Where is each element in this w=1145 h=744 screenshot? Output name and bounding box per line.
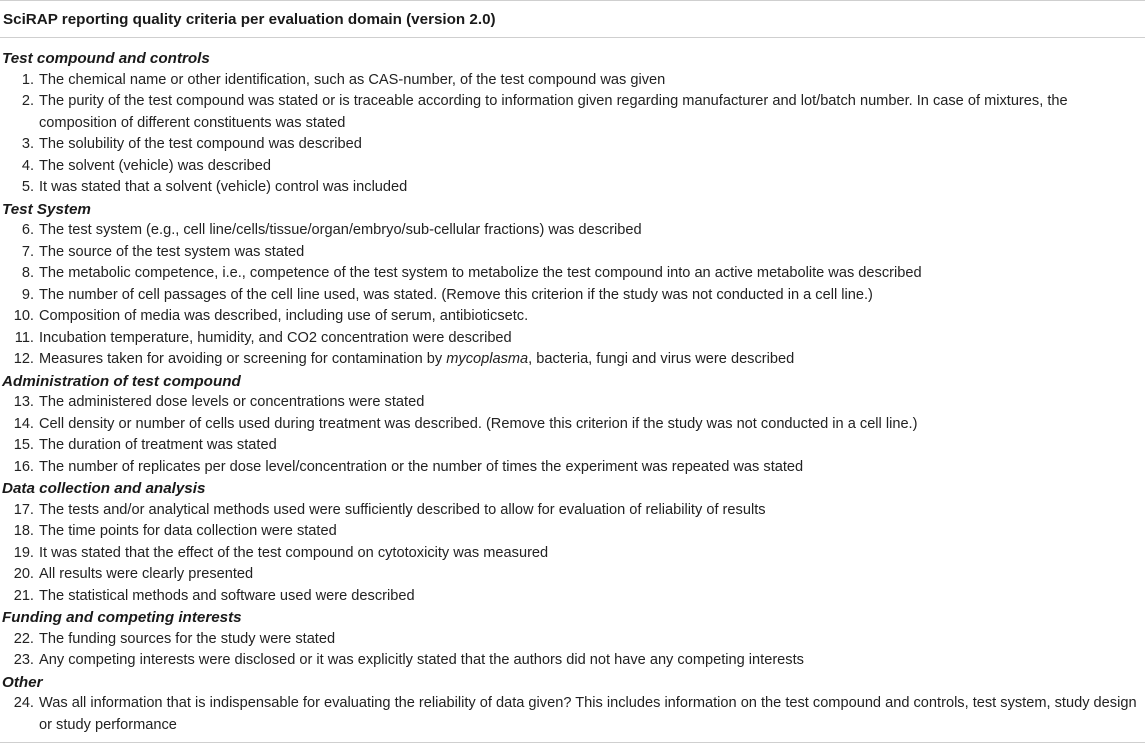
criterion-row (0, 70, 1145, 92)
criterion-text: All results were clearly presented (39, 566, 254, 582)
criterion-text: The number of cell passages of the cell line used, was stated. (Remove this criterion if the study was not conducted in a cell line.) (39, 286, 873, 303)
criterion-row (0, 500, 1145, 522)
criterion-row (0, 693, 1145, 736)
criterion-row (0, 285, 1145, 307)
criterion-text: The test system (e.g., cell line/cells/tissue/organ/embryo/sub-cellular fractions) was described (39, 222, 642, 238)
section-heading: Test compound and controls (2, 50, 210, 67)
criterion-text: Composition of media was described, including use of serum, antibioticsetc. (39, 308, 529, 324)
criterion-number: 11. (14, 329, 34, 346)
criterion-number: 20. (13, 566, 34, 582)
criterion-row (0, 564, 1145, 586)
criterion-row (0, 586, 1145, 608)
criterion-text: It was stated that a solvent (vehicle) control was included (39, 179, 408, 195)
criterion-number: 12. (13, 351, 34, 367)
criterion-row (0, 543, 1145, 565)
criterion-number: 13. (13, 394, 34, 410)
criterion-text: The tests and/or analytical methods used were sufficiently described to allow for evaluation of reliability of results (39, 501, 766, 518)
criterion-text: The chemical name or other identification, such as CAS-number, of the test compound was given (39, 71, 666, 88)
criterion-row (0, 521, 1145, 543)
criterion-row (0, 629, 1145, 651)
criterion-row (0, 306, 1145, 328)
table-title: SciRAP reporting quality criteria per evaluation domain (version 2.0) (0, 0, 1145, 38)
criterion-number: 15. (13, 437, 34, 453)
criterion-text (39, 349, 1145, 371)
criterion-number: 22. (13, 630, 34, 647)
criterion-text: The duration of treatment was stated (39, 437, 277, 453)
criterion-number: 4. (21, 157, 34, 174)
criterion-text: Cell density or number of cells used during treatment was described. (Remove this criterion if the study was not conducted in a cell line.) (39, 415, 918, 432)
criterion-text: The statistical methods and software used were described (39, 587, 415, 604)
criterion-number: 24. (13, 695, 34, 711)
criterion-row (0, 392, 1145, 414)
criterion-row (0, 263, 1145, 285)
criterion-text: The metabolic competence, i.e., competence of the test system to metabolize the test compound into an active metabolite was described (39, 265, 922, 281)
criterion-text: The number of replicates per dose level/concentration or the number of times the experiment was repeated was stated (39, 458, 804, 475)
section-heading: Test System (2, 200, 91, 218)
criterion-text: Incubation temperature, humidity, and CO2 concentration were described (39, 329, 512, 346)
criterion-row (0, 91, 1145, 134)
criterion-number: 18. (13, 523, 34, 539)
criterion-row (0, 177, 1145, 199)
criterion-number: 5. (21, 179, 34, 195)
criterion-number: 21. (13, 587, 34, 604)
criterion-text: Any competing interests were disclosed or it was explicitly stated that the authors did not have any competing interests (39, 652, 804, 668)
criterion-text: The solvent (vehicle) was described (39, 157, 271, 174)
criterion-number: 17. (13, 501, 34, 518)
criterion-text-part: Measures taken for avoiding or screening for contamination by (39, 351, 447, 367)
criterion-text: The administered dose levels or concentrations were stated (39, 394, 425, 410)
criterion-text: The time points for data collection were stated (39, 523, 337, 539)
criterion-row (0, 242, 1145, 264)
criterion-text: The purity of the test compound was stated or is traceable according to information given regarding manufacturer and lot/batch number. In case of mixtures, the composition of different constituents was stated (39, 93, 1068, 131)
criterion-number: 6. (21, 222, 34, 238)
criterion-number: 14. (13, 415, 34, 432)
table-bottom-rule (0, 742, 1145, 743)
criterion-number: 7. (21, 243, 34, 260)
section-heading: Funding and competing interests (2, 609, 242, 626)
criterion-row (0, 156, 1145, 178)
criterion-row (0, 457, 1145, 479)
section-heading: Data collection and analysis (2, 480, 206, 497)
criterion-row (0, 435, 1145, 457)
criterion-text: The solubility of the test compound was described (39, 136, 362, 152)
criterion-text: The funding sources for the study were stated (39, 630, 336, 647)
criterion-row (0, 220, 1145, 242)
criterion-row (0, 328, 1145, 350)
criterion-number: 19. (13, 544, 34, 561)
section-heading: Administration of test compound (2, 372, 241, 390)
criterion-number: 16. (13, 458, 34, 475)
criterion-text: It was stated that the effect of the test compound on cytotoxicity was measured (39, 544, 549, 561)
criterion-row (0, 349, 1145, 371)
table-body (0, 38, 1145, 736)
criterion-number: 2. (21, 93, 34, 109)
criterion-text-part: , bacteria, fungi and virus were described (528, 351, 795, 367)
criterion-text-italic: mycoplasma (446, 351, 529, 367)
criterion-number: 8. (21, 265, 34, 281)
criterion-row (0, 414, 1145, 436)
criterion-text: The source of the test system was stated (39, 243, 305, 260)
criterion-number: 9. (21, 286, 34, 303)
criterion-text: Was all information that is indispensable for evaluating the reliability of data given? This includes information on the test compound and controls, test system, study design or study performance (39, 695, 1137, 733)
criterion-number: 1. (21, 71, 34, 88)
criterion-row (0, 650, 1145, 672)
criterion-number: 23. (13, 652, 34, 668)
criterion-number: 3. (21, 136, 34, 152)
section-heading: Other (2, 673, 43, 691)
criterion-row (0, 134, 1145, 156)
criterion-number: 10. (13, 308, 34, 324)
